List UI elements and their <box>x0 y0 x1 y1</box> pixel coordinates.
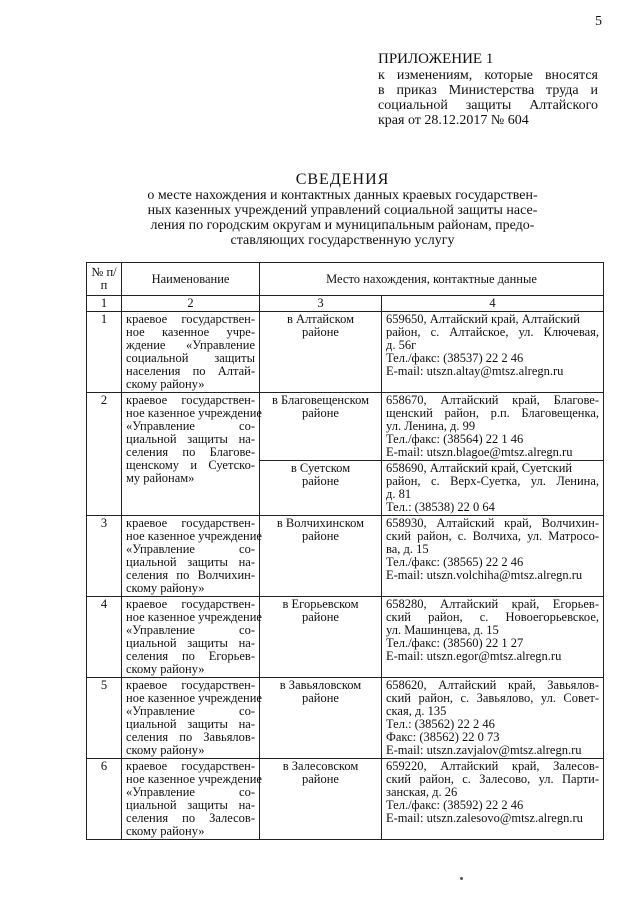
district-line: в Благовещенском <box>271 393 370 407</box>
appendix-title: ПРИЛОЖЕНИЕ 1 <box>378 51 494 67</box>
document-title: СВЕДЕНИЯ <box>295 171 390 188</box>
institution-name <box>122 516 260 597</box>
table-row <box>87 393 604 461</box>
name-line: селения по Егорьев- <box>126 649 255 663</box>
appendix-line: в приказ Министерства труда и <box>378 83 598 98</box>
name-line: селения по Благове- <box>126 445 255 459</box>
contact-line: район, с. Верх-Суетка, ул. Ленина, <box>386 474 599 488</box>
contact-line: Тел./факс: (38592) 22 2 46 <box>386 798 524 812</box>
name-line: циальной защиты на- <box>126 555 255 569</box>
document-heading <box>120 172 565 248</box>
district-line: в Залесовском <box>282 759 359 773</box>
name-line: краевое государствен- <box>126 516 255 530</box>
institution-name <box>122 597 260 678</box>
header-name: Наименование <box>122 263 260 296</box>
table-row <box>87 312 604 393</box>
district-line: в Волчихинском <box>276 516 365 530</box>
institution-name <box>122 759 260 840</box>
name-line: социальной защиты <box>126 351 255 365</box>
district-cell <box>260 516 382 597</box>
name-line: краевое государствен- <box>126 678 255 692</box>
contact-line: 659650, Алтайский край, Алтайский <box>386 312 580 326</box>
name-line: селения по Завьялов- <box>126 730 255 744</box>
name-line: краевое государствен- <box>126 312 255 326</box>
table-row <box>87 597 604 678</box>
heading-line: ления по городским округам и муниципальным районам, предо- <box>150 218 535 233</box>
institution-name <box>122 312 260 393</box>
institution-name <box>122 678 260 759</box>
name-line: циальной защиты на- <box>126 798 255 812</box>
district-line: районе <box>302 529 339 543</box>
name-line: «Управление со- <box>126 704 255 718</box>
contacts-cell <box>382 678 604 759</box>
table-body <box>87 312 604 840</box>
header-num: № п/п <box>87 263 122 296</box>
district-line: районе <box>302 474 339 488</box>
name-line: скому району» <box>126 662 205 676</box>
name-line: ное казенное учреждение <box>126 691 262 705</box>
row-number: 4 <box>87 597 122 678</box>
district-line: районе <box>302 325 339 339</box>
name-line: ное казенное учреждение <box>126 529 262 543</box>
contact-line: ул. Ленина, д. 99 <box>386 419 476 433</box>
contacts-cell <box>382 393 604 461</box>
appendix-line: к изменениям, которые вносятся <box>378 68 598 83</box>
district-cell <box>260 759 382 840</box>
district-line: в Суетском <box>290 461 351 475</box>
name-line: скому району» <box>126 743 205 757</box>
contacts-cell <box>382 461 604 516</box>
contact-line: 658670, Алтайский край, Благове- <box>386 393 599 407</box>
email-line: E-mail: utszn.zalesovo@mtsz.alregn.ru <box>386 811 583 825</box>
name-line: «Управление со- <box>126 785 255 799</box>
contacts-cell <box>382 759 604 840</box>
name-line: населения по Алтай- <box>126 364 255 378</box>
name-line: ное казенное учреждение <box>126 772 262 786</box>
page-number: 5 <box>595 14 602 29</box>
district-cell <box>260 678 382 759</box>
contact-line: 659220, Алтайский край, Залесов- <box>386 759 599 773</box>
row-number: 5 <box>87 678 122 759</box>
column-number: 3 <box>260 296 382 312</box>
district-cell <box>260 312 382 393</box>
name-line: краевое государствен- <box>126 597 255 611</box>
name-line: ное казенное учреждение <box>126 406 262 420</box>
name-line: селения по Залесов- <box>126 811 255 825</box>
contact-line: ский район, с. Новоегорьевское, <box>386 610 599 624</box>
contact-line: ул. Машинцева, д. 15 <box>386 623 499 637</box>
institution-name <box>122 393 260 516</box>
email-line: E-mail: utszn.blagoe@mtsz.alregn.ru <box>386 445 573 459</box>
contact-line: Тел./факс: (38537) 22 2 46 <box>386 351 524 365</box>
contact-line: ва, д. 15 <box>386 542 429 556</box>
district-line: районе <box>302 610 339 624</box>
contact-line: район, с. Алтайское, ул. Ключевая, <box>386 325 599 339</box>
district-cell <box>260 461 382 516</box>
contact-line: 658280, Алтайский край, Егорьев- <box>386 597 599 611</box>
contact-line: Тел.: (38562) 22 2 46 <box>386 717 495 731</box>
contact-line: Тел.: (38538) 22 0 64 <box>386 500 495 514</box>
district-line: в Егорьевском <box>282 597 359 611</box>
name-line: «Управление со- <box>126 623 255 637</box>
email-line: E-mail: utszn.egor@mtsz.alregn.ru <box>386 649 562 663</box>
column-number-row <box>87 296 604 312</box>
table-header-row <box>87 263 604 296</box>
contact-line: ский район, с. Волчиха, ул. Матросо- <box>386 529 599 543</box>
contact-line: ский район, с. Залесово, ул. Парти- <box>386 772 599 786</box>
name-line: циальной защиты на- <box>126 636 255 650</box>
column-number: 2 <box>122 296 260 312</box>
name-line: скому району» <box>126 581 205 595</box>
appendix-block <box>378 52 598 128</box>
district-line: районе <box>302 772 339 786</box>
row-number: 3 <box>87 516 122 597</box>
district-line: районе <box>302 406 339 420</box>
table-row <box>87 759 604 840</box>
name-line: циальной защиты на- <box>126 432 255 446</box>
contact-line: 658690, Алтайский край, Суетский <box>386 461 573 475</box>
contact-line: 658930, Алтайский край, Волчихин- <box>386 516 599 530</box>
offices-table <box>86 262 604 840</box>
name-line: щенскому и Суетско- <box>126 458 255 472</box>
district-line: в Алтайском <box>286 312 355 326</box>
email-line: E-mail: utszn.volchiha@mtsz.alregn.ru <box>386 568 583 582</box>
appendix-line: края от 28.12.2017 № 604 <box>378 113 529 128</box>
header-location: Место нахождения, контактные данные <box>260 263 604 296</box>
name-line: скому району» <box>126 377 205 391</box>
row-number: 6 <box>87 759 122 840</box>
scan-speck <box>460 877 463 880</box>
name-line: циальной защиты на- <box>126 717 255 731</box>
contact-line: д. 81 <box>386 487 412 501</box>
contact-line: 658620, Алтайский край, Завьялов- <box>386 678 599 692</box>
contact-line: занская, д. 26 <box>386 785 458 799</box>
contact-line: Тел./факс: (38565) 22 2 46 <box>386 555 524 569</box>
district-cell <box>260 393 382 461</box>
row-number: 2 <box>87 393 122 516</box>
name-line: селения по Волчихин- <box>126 568 255 582</box>
table-row <box>87 678 604 759</box>
contacts-cell <box>382 516 604 597</box>
name-line: ждение «Управление <box>126 338 255 352</box>
name-line: «Управление со- <box>126 542 255 556</box>
heading-line: о месте нахождения и контактных данных краевых государствен- <box>147 188 538 203</box>
table-row <box>87 516 604 597</box>
row-number: 1 <box>87 312 122 393</box>
contact-line: Тел./факс: (38564) 22 1 46 <box>386 432 524 446</box>
contacts-cell <box>382 312 604 393</box>
contact-line: д. 56г <box>386 338 417 352</box>
district-line: в Завьяловском <box>279 678 362 692</box>
column-number: 4 <box>382 296 604 312</box>
column-number: 1 <box>87 296 122 312</box>
name-line: скому району» <box>126 824 205 838</box>
name-line: му районам» <box>126 471 195 485</box>
appendix-line: социальной защиты Алтайского <box>378 98 598 113</box>
name-line: ное казенное учре- <box>126 325 255 339</box>
district-line: районе <box>302 691 339 705</box>
email-line: E-mail: utszn.zavjalov@mtsz.alregn.ru <box>386 743 582 757</box>
heading-line: ных казенных учреждений управлений социальной защиты насе- <box>147 203 538 218</box>
contact-line: ская, д. 135 <box>386 704 447 718</box>
email-line: E-mail: utszn.altay@mtsz.alregn.ru <box>386 364 564 378</box>
name-line: краевое государствен- <box>126 759 255 773</box>
contact-line: щенский район, р.п. Благовещенка, <box>386 406 599 420</box>
name-line: «Управление со- <box>126 419 255 433</box>
contacts-cell <box>382 597 604 678</box>
district-cell <box>260 597 382 678</box>
contact-line: ский район, с. Завьялово, ул. Совет- <box>386 691 599 705</box>
heading-line: ставляющих государственную услугу <box>230 233 455 248</box>
contact-line: Тел./факс: (38560) 22 1 27 <box>386 636 524 650</box>
name-line: краевое государствен- <box>126 393 255 407</box>
name-line: ное казенное учреждение <box>126 610 262 624</box>
contact-line: Факс: (38562) 22 0 73 <box>386 730 500 744</box>
